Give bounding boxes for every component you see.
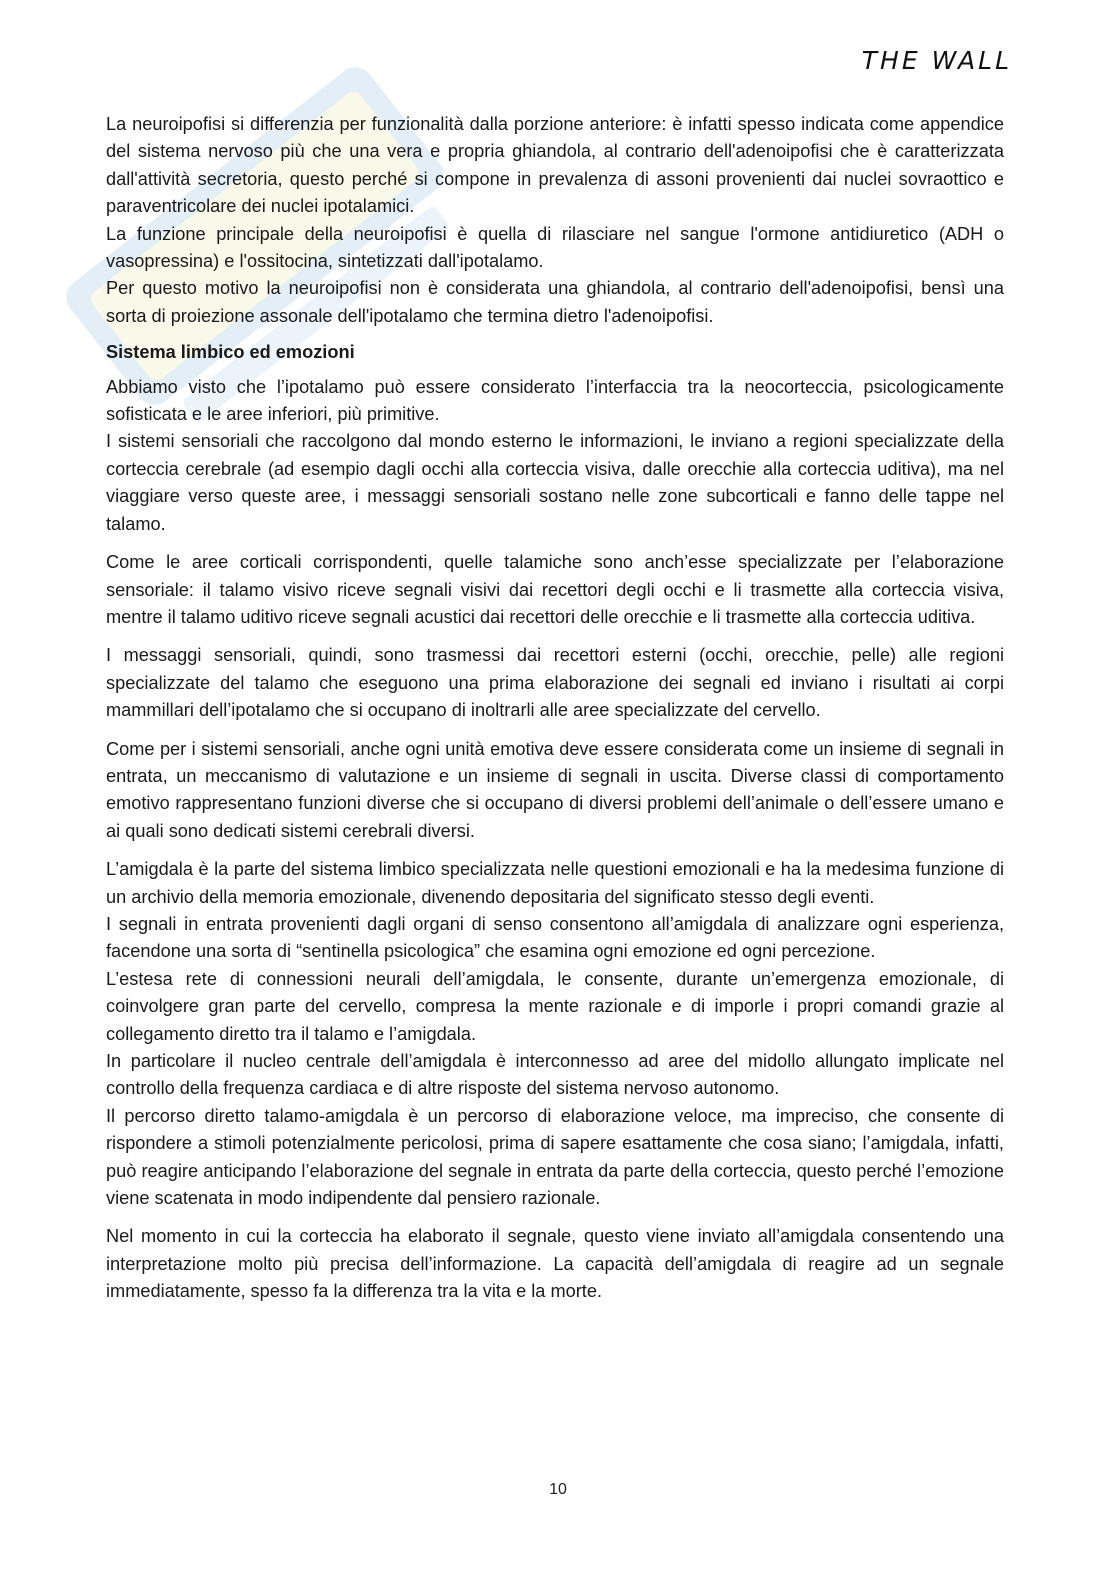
header-brand: THE WALL [861,46,1012,75]
paragraph: I sistemi sensoriali che raccolgono dal mondo esterno le informazioni, le inviano a regioni specializzate della corteccia cerebrale (ad esempio dagli occhi alla corteccia visiva, dalle orecchie alla corteccia uditiva), ma nel viaggiare verso queste aree, i messaggi sensoriali sostano nelle zone subcorticali e fanno delle tappe nel talamo. [106,431,1004,534]
section-heading: Sistema limbico ed emozioni [106,342,355,363]
paragraph: L’amigdala è la parte del sistema limbico specializzata nelle questioni emozionali e ha la medesima funzione di un archivio della memoria emozionale, divenendo depositaria del significato stesso degli eventi. [106,859,1004,907]
paragraph: Per questo motivo la neuroipofisi non è considerata una ghiandola, al contrario dell'adenoipofisi, bensì una sorta di proiezione assonale dell'ipotalamo che termina dietro l'adenoipofisi. [106,278,1004,326]
paragraph: Come le aree corticali corrispondenti, quelle talamiche sono anch’esse specializzate per l’elaborazione sensoriale: il talamo visivo riceve segnali visivi dai recettori degli occhi e li trasmette alla corteccia visiva, mentre il talamo uditivo riceve segnali acustici dai recettori delle orecchie e li trasmette alla corteccia uditiva. [106,552,1004,627]
paragraph: La neuroipofisi si differenzia per funzionalità dalla porzione anteriore: è infatti spesso indicata come appendice del sistema nervoso più che una vera e propria ghiandola, al contrario dell'adenoipofisi che è caratterizzata dall'attività secretoria, questo perché si compone in prevalenza di assoni provenienti dai nuclei sovraottico e paraventricolare dei nuclei ipotalamici. [106,114,1004,217]
document-body [106,111,1004,1306]
paragraph: I segnali in entrata provenienti dagli organi di senso consentono all’amigdala di analizzare ogni esperienza, facendone una sorta di “sentinella psicologica” che esamina ogni emozione ed ogni percezione. [106,913,1004,962]
paragraph: L’estesa rete di connessioni neurali dell’amigdala, le consente, durante un’emergenza emozionale, di coinvolgere gran parte del cervello, compresa la mente razionale e di imporle i propri comandi grazie al collegamento diretto tra il talamo e l’amigdala. [106,968,1004,1044]
paragraph: Nel momento in cui la corteccia ha elaborato il segnale, questo viene inviato all’amigdala consentendo una interpretazione molto più precisa dell’informazione. La capacità dell’amigdala di reagire ad un segnale immediatamente, spesso fa la differenza tra la vita e la morte. [106,1226,1004,1302]
paragraph: La funzione principale della neuroipofisi è quella di rilasciare nel sangue l'ormone antidiuretico (ADH o vasopressina) e l'ossitocina, sintetizzati dall'ipotalamo. [106,223,1004,272]
page-number: 10 [549,1481,567,1498]
paragraph: Abbiamo visto che l’ipotalamo può essere considerato l’interfaccia tra la neocorteccia, psicologicamente sofisticata e le aree inferiori, più primitive. [106,376,1004,425]
paragraph: Il percorso diretto talamo-amigdala è un percorso di elaborazione veloce, ma impreciso, che consente di rispondere a stimoli potenzialmente pericolosi, prima di sapere esattamente che cosa siano; l’amigdala, infatti, può reagire anticipando l’elaborazione del segnale in entrata da parte della corteccia, questo perché l’emozione viene scatenata in modo indipendente dal pensiero razionale. [106,1105,1004,1209]
paragraph: In particolare il nucleo centrale dell’amigdala è interconnesso ad aree del midollo allungato implicate nel controllo della frequenza cardiaca e di altre risposte del sistema nervoso autonomo. [106,1051,1004,1099]
paragraph: I messaggi sensoriali, quindi, sono trasmessi dai recettori esterni (occhi, orecchie, pelle) alle regioni specializzate del talamo che eseguono una prima elaborazione dei segnali ed inviano i risultati ai corpi mammillari dell’ipotalamo che si occupano di inoltrarli alle aree specializzate del cervello. [106,645,1004,721]
paragraph: Come per i sistemi sensoriali, anche ogni unità emotiva deve essere considerata come un insieme di segnali in entrata, un meccanismo di valutazione e un insieme di segnali in uscita. Diverse classi di comportamento emotivo rappresentano funzioni diverse che si occupano di diversi problemi dell’animale o dell’essere umano e ai quali sono dedicati sistemi cerebrali diversi. [106,738,1004,841]
